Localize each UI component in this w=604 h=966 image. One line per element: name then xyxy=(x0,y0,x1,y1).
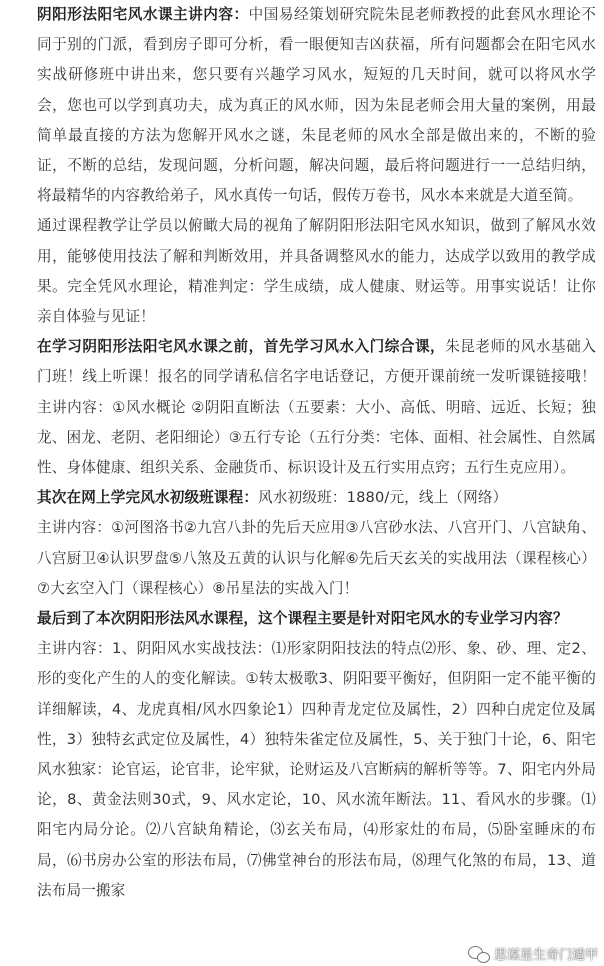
paragraph-text: 风水初级班：1880/元，线上（网络） xyxy=(258,489,508,507)
paragraph-final-course xyxy=(37,604,596,634)
paragraph-text: 主讲内容：1、阴阳风水实战技法：⑴形家阴阳技法的特点⑵形、象、砂、理、定2、形的变化产生的人的变化解读。①转太极歌3、阴阳要平衡好，但阴阳一定不能平衡的详细解读，4、龙虎真相/风水四象论1）四种青龙定位及属性，2）四种白虎定位及属性，3）独特玄武定位及属性，4）独特朱雀定位及属性，5、关于独门十论，6、阳宅风水独家：论官运，论官非，论牢狱，论财运及八宫断病的解析等等。7、阳宅内外局论，8、黄金法则30式，9、风水定论，10、风水流年断法。11、看风水的步骤。⑴阳宅内局分论。⑵八宫缺角精论，⑶玄关布局，⑷形家灶的布局，⑸卧室睡床的布局，⑹书房办公室的形法布局，⑺佛堂神台的形法布局，⑻理气化煞的布局，13、道法布局一搬家 xyxy=(37,640,596,899)
paragraph-final-content xyxy=(37,634,596,906)
paragraph-lead: 最后到了本次阴阳形法风水课程，这个课程主要是针对阳宅风水的专业学习内容？ xyxy=(37,610,568,628)
paragraph-lead: 在学习阴阳形法阳宅风水课之前，首先学习风水入门综合课， xyxy=(37,338,446,356)
paragraph-beginner-course xyxy=(37,483,596,513)
paragraph-entry-course xyxy=(37,332,596,483)
paragraph-lead: 阴阳形法阳宅风水课主讲内容： xyxy=(37,6,249,23)
paragraph-goals xyxy=(37,211,596,332)
paragraph-intro xyxy=(37,0,596,211)
paragraph-beginner-content xyxy=(37,513,596,604)
watermark-text: 思谋星生奇门遁甲 xyxy=(493,948,598,963)
wechat-icon xyxy=(468,946,490,962)
paragraph-lead: 其次在网上学完风水初级班课程： xyxy=(37,489,259,507)
paragraph-text: 中国易经策划研究院朱昆老师教授的此套风水理论不同于别的门派，看到房子即可分析，看一眼便知吉凶获福，所有问题都会在阳宅风水实战研修班中讲出来，您只要有兴趣学习风水，短短的几天时间，就可以将风水学会，您也可以学到真功夫，成为真正的风水师，因为朱昆老师会用大量的案例，用最简单最直接的方法为您解开风水之谜，朱昆老师的风水全部是做出来的，不断的验证，不断的总结，发现问题，分析问题，解决问题，最后将问题进行一一总结归纳，将最精华的内容教给弟子，风水真传一句话，假传万卷书，风水本来就是大道至简。 xyxy=(37,6,596,205)
paragraph-text: 朱昆老师的风水基础入门班！线上听课！报名的同学请私信名字电话登记，方便开课前统一发听课链接哦！主讲内容：①风水概论 ②阴阳直断法（五要素：大小、高低、明暗、远近、长短；独龙、困龙、老阴、老阳细论）③五行专论（五行分类：宅体、面相、社会属性、自然属性、身体健康、组织关系、金融货币、标识设计及五行实用点窍；五行生克应用）。 xyxy=(37,338,596,477)
paragraph-text: 通过课程教学让学员以俯瞰大局的视角了解阴阳形法阳宅风水知识，做到了解风水效用，能够使用技法了解和判断效用，并具备调整风水的能力，达成学以致用的教学成果。完全凭风水理论，精准判定：学生成绩，成人健康、财运等。用事实说话！让你亲自体验与见证！ xyxy=(37,217,596,326)
watermark xyxy=(468,944,598,963)
paragraph-text: 主讲内容：①河图洛书②九宫八卦的先后天应用③八宫砂水法、八宫开门、八宫缺角、八宫厨卫④认识罗盘⑤八煞及五黄的认识与化解⑥先后天玄关的实战用法（课程核心）⑦大玄空入门（课程核心）⑧吊星法的实战入门！ xyxy=(37,519,596,597)
